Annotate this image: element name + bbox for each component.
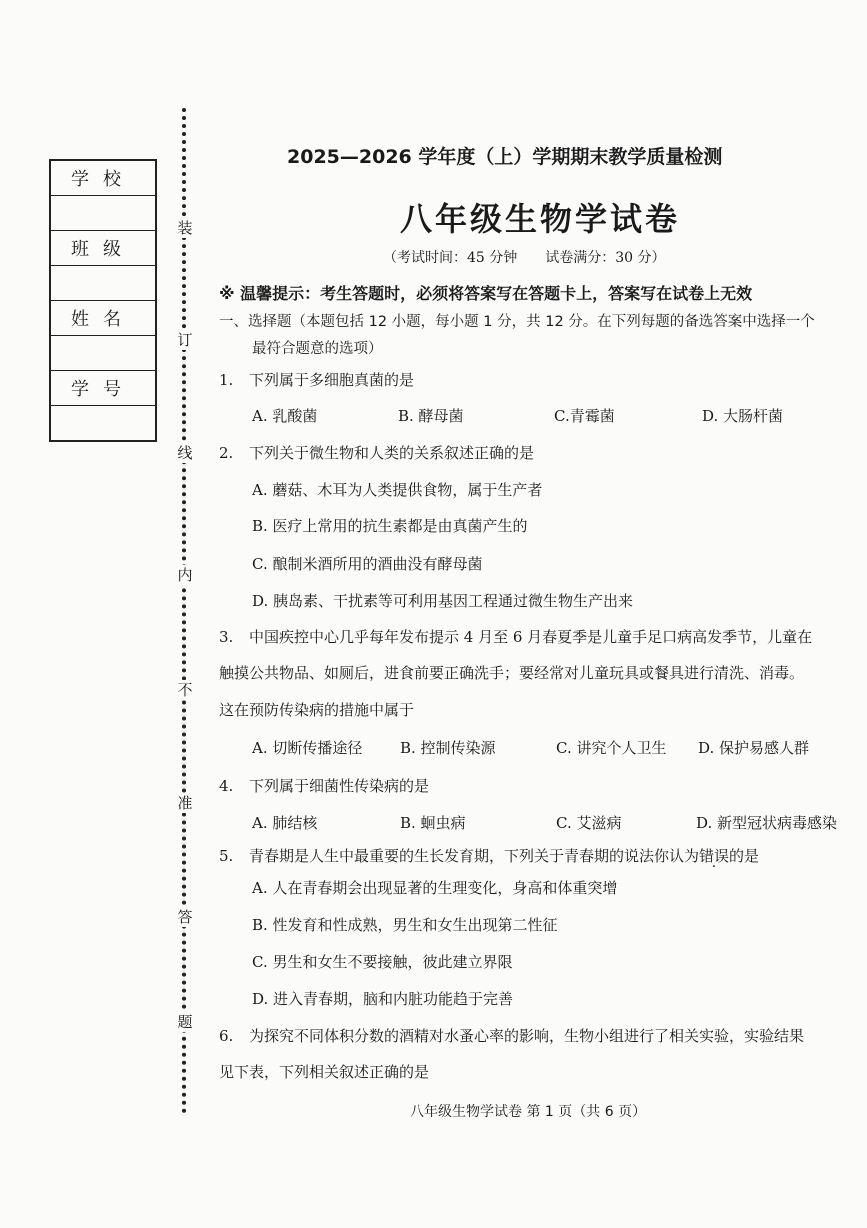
option-a[interactable]: A. 肺结核 (252, 814, 318, 832)
option-d[interactable]: D. 进入青春期，脑和内脏功能趋于完善 (252, 990, 514, 1008)
seal-char: 准 (172, 793, 198, 813)
option-a[interactable]: A. 乳酸菌 (252, 407, 318, 425)
exam-title: 2025—2026 学年度（上）学期期末教学质量检测 (287, 146, 723, 168)
option-a[interactable]: A. 切断传播途径 (252, 739, 363, 757)
question-5: 5. 青春期是人生中最重要的生长发育期，下列关于青春期的说法你认为错误的是 (219, 847, 760, 865)
option-b[interactable]: B. 医疗上常用的抗生素都是由真菌产生的 (252, 517, 528, 535)
school-label: 学校 (50, 160, 156, 196)
school-field[interactable] (50, 196, 156, 231)
section-heading-cont: 最符合题意的选项） (252, 341, 383, 357)
option-b[interactable]: B. 控制传染源 (400, 739, 496, 757)
question-3-stem-line3: 这在预防传染病的措施中属于 (219, 701, 415, 719)
question-stem: 为探究不同体积分数的酒精对水蚤心率的影响，生物小组进行了相关实验，实验结果 (249, 1027, 805, 1045)
exam-info (383, 247, 666, 267)
seal-char: 不 (172, 680, 198, 700)
question-stem: 青春期是人生中最重要的生长发育期，下列关于青春期的说法你认为 (249, 847, 700, 865)
option-a[interactable]: A. 人在青春期会出现显著的生理变化，身高和体重突增 (252, 879, 618, 897)
option-d[interactable]: D. 新型冠状病毒感染 (696, 814, 838, 832)
option-c[interactable]: C. 酿制米酒所用的酒曲没有酵母菌 (252, 555, 483, 573)
question-stem-end: 的是 (729, 847, 760, 865)
section-heading: 一、选择题（本题包括 12 小题，每小题 1 分，共 12 分。在下列每题的备选答案中选择一个 (219, 314, 815, 330)
question-stem: 下列关于微生物和人类的关系叙述正确的是 (249, 444, 535, 462)
page-footer: 八年级生物学试卷 第 1 页（共 6 页） (410, 1104, 647, 1120)
question-1: 1. 下列属于多细胞真菌的是 (219, 371, 415, 389)
question-stem: 下列属于多细胞真菌的是 (249, 371, 415, 389)
option-d[interactable]: D. 大肠杆菌 (702, 407, 784, 425)
option-d[interactable]: D. 保护易感人群 (698, 739, 810, 757)
student-info-table (49, 159, 157, 442)
option-c[interactable]: C.青霉菌 (554, 407, 615, 425)
name-label: 姓名 (50, 301, 156, 336)
question-4: 4. 下列属于细菌性传染病的是 (219, 777, 430, 795)
question-stem: 中国疾控中心几乎每年发布提示 4 月至 6 月春夏季是儿童手足口病高发季节，儿童在 (249, 628, 813, 646)
option-b[interactable]: B. 酵母菌 (398, 407, 464, 425)
seal-char: 答 (172, 907, 198, 927)
name-field[interactable] (50, 336, 156, 371)
question-3: 3. 中国疾控中心几乎每年发布提示 4 月至 6 月春夏季是儿童手足口病高发季节，儿童在 (219, 628, 813, 646)
seal-char: 装 (172, 218, 198, 238)
option-d[interactable]: D. 胰岛素、干扰素等可利用基因工程通过微生物生产出来 (252, 592, 634, 610)
seal-char: 内 (172, 565, 198, 585)
seal-char: 订 (172, 330, 198, 350)
seal-char: 题 (172, 1012, 198, 1032)
question-6: 6. 为探究不同体积分数的酒精对水蚤心率的影响，生物小组进行了相关实验，实验结果 (219, 1027, 805, 1045)
option-c[interactable]: C. 男生和女生不要接触，彼此建立界限 (252, 953, 513, 971)
option-c[interactable]: C. 艾滋病 (556, 814, 622, 832)
option-b[interactable]: B. 性发育和性成熟，男生和女生出现第二性征 (252, 916, 558, 934)
option-a[interactable]: A. 蘑菇、木耳为人类提供食物，属于生产者 (252, 481, 543, 499)
seal-char: 线 (172, 443, 198, 463)
paper-title: 八年级生物学试卷 (400, 200, 681, 238)
option-b[interactable]: B. 蛔虫病 (400, 814, 466, 832)
full-score: 试卷满分：30 分） (545, 250, 666, 266)
student-id-field[interactable] (50, 406, 156, 442)
seal-dotted-line (182, 108, 186, 1114)
notice: ※ 温馨提示：考生答题时，必须将答案写在答题卡上，答案写在试卷上无效 (219, 284, 753, 303)
option-c[interactable]: C. 讲究个人卫生 (556, 739, 667, 757)
question-3-stem-line2: 触摸公共物品、如厕后，进食前要正确洗手；要经常对儿童玩具或餐具进行清洗、消毒。 (219, 664, 805, 682)
question-stem: 下列属于细菌性传染病的是 (249, 777, 430, 795)
student-id-label: 学号 (50, 371, 156, 406)
question-6-stem-line2: 见下表，下列相关叙述正确的是 (219, 1063, 430, 1081)
question-2: 2. 下列关于微生物和人类的关系叙述正确的是 (219, 444, 535, 462)
class-field[interactable] (50, 266, 156, 301)
class-label: 班级 (50, 231, 156, 266)
exam-time: （考试时间：45 分钟 (383, 250, 518, 266)
emphasis-wrong: 错误 (699, 847, 730, 865)
